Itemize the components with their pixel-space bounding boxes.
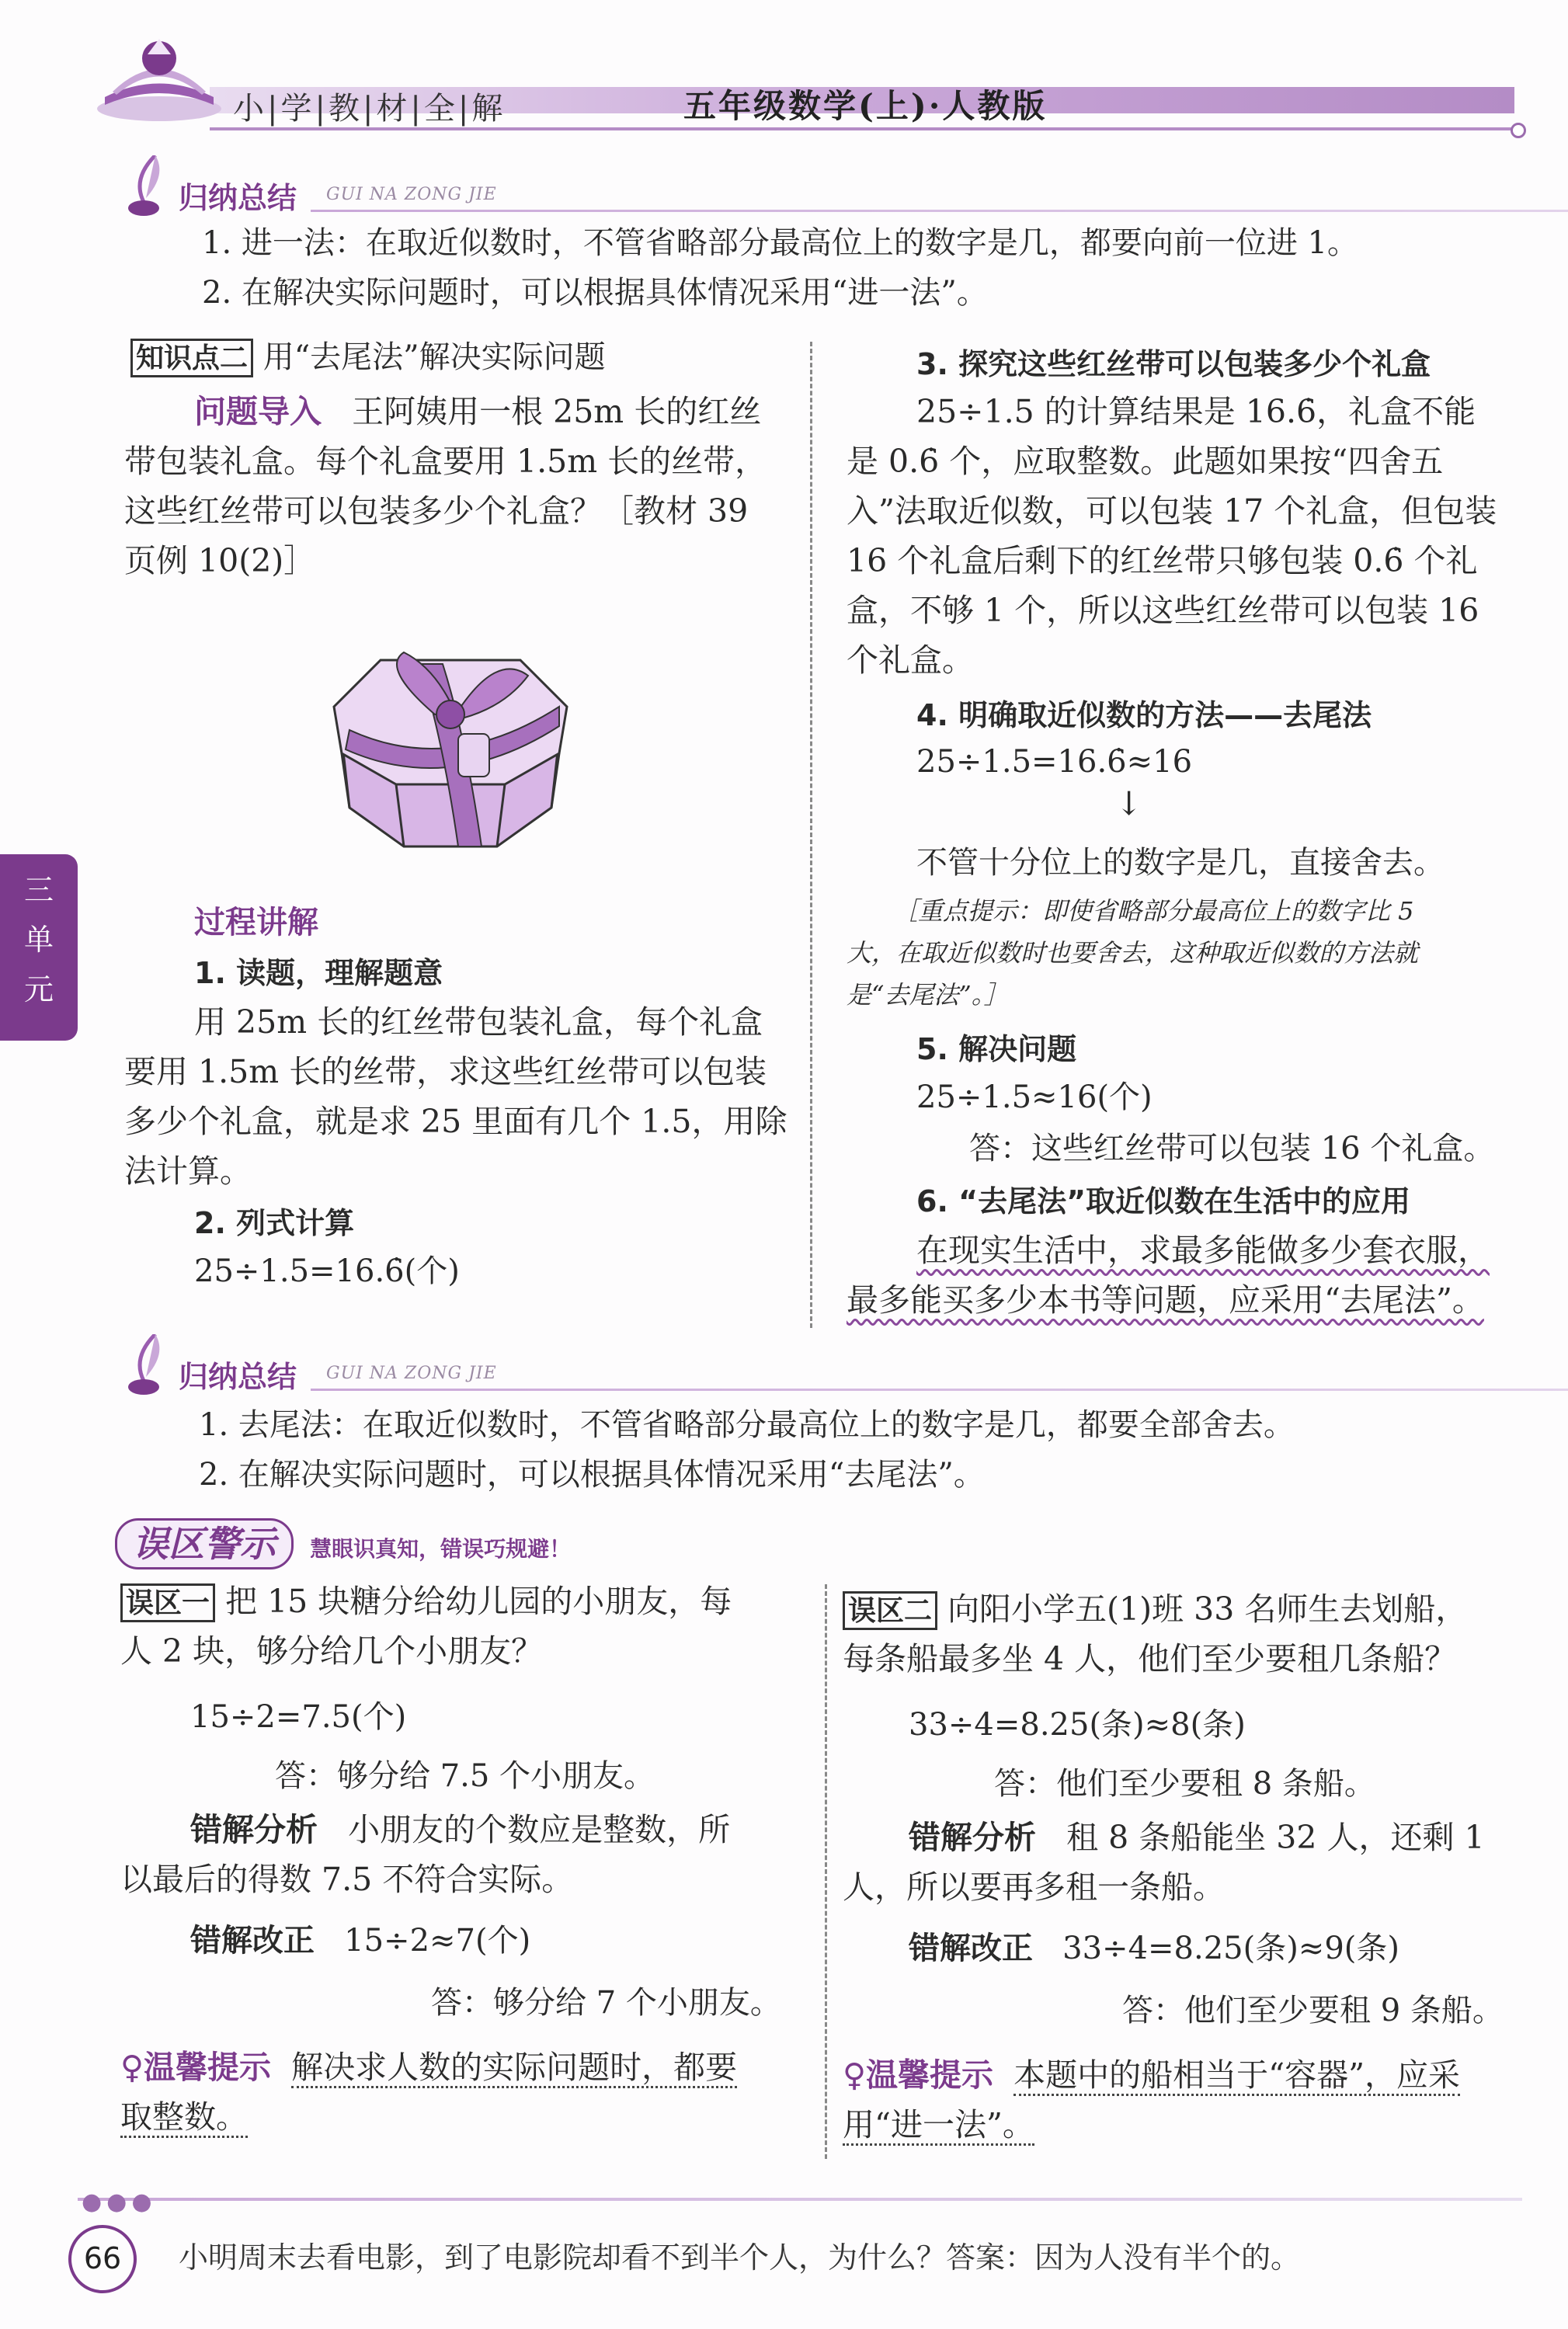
summary-divider xyxy=(311,1389,1568,1391)
mistake1-correct-formula: 15÷2≈7(个) xyxy=(344,1923,531,1959)
mistake2-hint-label: 温馨提示 xyxy=(866,2056,994,2094)
quill-ink-icon xyxy=(124,155,171,217)
step1-line: 要用 1.5m 长的丝带，求这些红丝带可以包装 xyxy=(124,1053,767,1090)
summary-subtitle: GUI NA ZONG JIE xyxy=(326,1364,497,1383)
side-tab-char: 单 xyxy=(23,923,54,957)
intro-line: 带包装礼盒。每个礼盒要用 1.5m 长的丝带， xyxy=(124,443,767,480)
mistake2-correct-label: 错解改正 xyxy=(909,1931,1033,1966)
process-label: 过程讲解 xyxy=(194,905,318,940)
step6-line: 在现实生活中，求最多能做多少套衣服， xyxy=(916,1232,1490,1269)
mistake2-wrong-answer: 答：他们至少要租 8 条船。 xyxy=(994,1766,1375,1802)
step3-line: 盒，不够 1 个，所以这些红丝带可以包装 16 xyxy=(847,592,1479,629)
summary1-item-2: 2. 在解决实际问题时，可以根据具体情况采用“进一法”。 xyxy=(202,275,988,311)
mistake1-hint xyxy=(120,2042,804,2142)
footer-dots: ●●● xyxy=(82,2188,157,2216)
mistake2-problem-line: 向阳小学五(1)班 33 名师生去划船， xyxy=(947,1590,1468,1628)
mistake1-correct-row xyxy=(190,1917,530,1965)
mistake1-correct-answer: 答：够分给 7 个小朋友。 xyxy=(431,1985,781,2021)
step3-line: 16 个礼盒后剩下的红丝带只够包装 0.6̇ 个礼 xyxy=(847,542,1478,579)
book-logo-icon xyxy=(93,23,225,124)
step3-line: 25÷1.5 的计算结果是 16.6̇，礼盒不能 xyxy=(916,393,1476,430)
step1-line: 多少个礼盒，就是求 25 里面有几个 1.5，用除 xyxy=(124,1103,787,1140)
mistake2-correct-answer: 答：他们至少要租 9 条船。 xyxy=(1122,1993,1504,2028)
series-title: 小|学|教|材|全|解 xyxy=(233,91,506,127)
mistake2-correct-formula: 33÷4=8.25(条)≈9(条) xyxy=(1062,1931,1399,1966)
step3-line: 入”法取近似数，可以包装 17 个礼盒，但包装 xyxy=(847,492,1497,530)
mistake1-problem xyxy=(120,1576,804,1676)
mistake2-problem xyxy=(843,1584,1518,1684)
footer-line xyxy=(78,2198,1522,2201)
step5-answer: 答：这些红丝带可以包装 16 个礼盒。 xyxy=(969,1131,1495,1166)
mistake1-analysis-label: 错解分析 xyxy=(190,1811,318,1848)
tip-line: ［重点提示：即使省略部分最高位上的数字比 5 xyxy=(893,896,1414,926)
mistake2-tag: 误区二 xyxy=(843,1591,937,1630)
summary-divider xyxy=(311,210,1568,212)
mistake1-correct-label: 错解改正 xyxy=(190,1923,315,1959)
mistake2-analysis-line: 租 8 条船能坐 32 人，还剩 1 xyxy=(1066,1819,1485,1856)
summary1-item-1: 1. 进一法：在取近似数时，不管省略部分最高位上的数字是几，都要向前一位进 1。 xyxy=(202,225,1359,261)
mistake1-problem-line: 把 15 块糖分给幼儿园的小朋友，每 xyxy=(225,1583,732,1620)
book-title: 五年级数学(上)·人教版 xyxy=(683,87,1048,125)
step6-title: 6. “去尾法”取近似数在生活中的应用 xyxy=(916,1184,1411,1218)
summary-subtitle: GUI NA ZONG JIE xyxy=(326,185,497,204)
tip-block xyxy=(847,890,1514,1016)
mistake2-hint xyxy=(843,2050,1518,2150)
mistake1-analysis-line: 以最后的得数 7.5 不符合实际。 xyxy=(120,1861,574,1898)
step1-line: 用 25m 长的红丝带包装礼盒，每个礼盒 xyxy=(194,1003,763,1041)
mistake1-tag: 误区一 xyxy=(120,1583,215,1622)
mistake1-hint-line: 解决求人数的实际问题时，都要 xyxy=(291,2049,737,2088)
column-divider xyxy=(810,342,812,1328)
intro-line: 这些红丝带可以包装多少个礼盒？［教材 39 xyxy=(124,492,749,530)
summary-header-1 xyxy=(124,171,1522,217)
knowledge-tag: 知识点二 xyxy=(130,339,253,377)
mistake1-analysis-line: 小朋友的个数应是整数，所 xyxy=(348,1811,731,1848)
tip-line: 是“去尾法”。］ xyxy=(847,980,1009,1010)
mistake-banner xyxy=(115,1518,571,1568)
summary-header-2 xyxy=(124,1350,1522,1396)
tip-line: 大，在取近似数时也要舍去，这种取近似数的方法就 xyxy=(847,938,1419,968)
step1-block xyxy=(124,997,792,1196)
knowledge-heading xyxy=(130,335,606,379)
mistake2-analysis xyxy=(843,1813,1518,1912)
summary2-item-1: 1. 去尾法：在取近似数时，不管省略部分最高位上的数字是几，都要全部舍去。 xyxy=(199,1407,1295,1443)
mistake1-wrong-answer: 答：够分给 7.5 个小朋友。 xyxy=(275,1758,655,1794)
hint-bulb-icon: ♀ xyxy=(120,2049,144,2086)
column-divider xyxy=(825,1584,827,2159)
page-number: 66 xyxy=(68,2225,137,2293)
summary2-item-2: 2. 在解决实际问题时，可以根据具体情况采用“去尾法”。 xyxy=(199,1457,985,1493)
mistake2-analysis-line: 人，所以要再多租一条船。 xyxy=(843,1868,1225,1906)
mistake1-wrong-formula: 15÷2=7.5(个) xyxy=(190,1699,407,1735)
mistake-banner-slogan: 慧眼识真知，错误巧规避！ xyxy=(310,1536,572,1562)
step3-line: 是 0.6̇ 个，应取整数。此题如果按“四舍五 xyxy=(847,443,1444,480)
step3-line: 个礼盒。 xyxy=(847,641,974,679)
step2-title: 2. 列式计算 xyxy=(194,1206,355,1240)
step5-formula: 25÷1.5≈16(个) xyxy=(916,1079,1153,1115)
step4-title: 4. 明确取近似数的方法——去尾法 xyxy=(916,698,1372,732)
mistake-banner-title: 误区警示 xyxy=(115,1518,294,1569)
footer-riddle: 小明周末去看电影，到了电影院却看不到半个人，为什么？答案：因为人没有半个的。 xyxy=(179,2240,1301,2275)
mistake1-hint-label: 温馨提示 xyxy=(144,2049,272,2086)
step6-line: 最多能买多少本书等问题，应采用“去尾法”。 xyxy=(847,1281,1484,1319)
side-tab-char: 三 xyxy=(23,873,54,907)
step1-line: 法计算。 xyxy=(124,1152,252,1190)
mistake2-problem-line: 每条船最多坐 4 人，他们至少要租几条船？ xyxy=(843,1640,1457,1677)
mistake2-hint-line: 本题中的船相当于“容器”，应采 xyxy=(1013,2056,1460,2096)
step3-block xyxy=(847,387,1514,685)
knowledge-title: 用“去尾法”解决实际问题 xyxy=(262,339,606,375)
mistake2-correct-row xyxy=(909,1924,1399,1973)
gift-box-illustration xyxy=(303,621,598,854)
step3-title: 3. 探究这些红丝带可以包装多少个礼盒 xyxy=(916,347,1431,381)
mistake1-analysis xyxy=(120,1805,804,1904)
side-tab-char: 元 xyxy=(23,972,54,1006)
header-dot xyxy=(1511,123,1526,138)
mistake1-hint-line: 取整数。 xyxy=(120,2098,248,2138)
intro-line: 页例 10(2)］ xyxy=(124,542,316,579)
arrow-down: ↓ xyxy=(1115,784,1143,822)
unit-side-tab xyxy=(0,854,78,1041)
summary-title: 归纳总结 xyxy=(179,1360,297,1394)
intro-block xyxy=(124,387,792,586)
mistake2-wrong-formula: 33÷4=8.25(条)≈8(条) xyxy=(909,1707,1246,1743)
step5-title: 5. 解决问题 xyxy=(916,1032,1077,1066)
mistake2-analysis-label: 错解分析 xyxy=(909,1819,1036,1856)
step4-formula: 25÷1.5=16.6̇≈16 xyxy=(916,744,1193,780)
hint-bulb-icon: ♀ xyxy=(843,2056,867,2094)
step1-title: 1. 读题，理解题意 xyxy=(194,956,443,990)
step4-note: 不管十分位上的数字是几，直接舍去。 xyxy=(916,845,1445,881)
summary-title: 归纳总结 xyxy=(179,181,297,215)
mistake2-hint-line: 用“进一法”。 xyxy=(843,2106,1034,2146)
step2-formula: 25÷1.5=16.6̇(个) xyxy=(194,1253,460,1289)
step6-block xyxy=(847,1225,1514,1325)
intro-label: 问题导入 xyxy=(194,393,322,430)
quill-ink-icon xyxy=(124,1334,171,1396)
intro-line: 王阿姨用一根 25m 长的红丝 xyxy=(352,393,762,430)
mistake1-problem-line: 人 2 块，够分给几个小朋友？ xyxy=(120,1632,544,1670)
